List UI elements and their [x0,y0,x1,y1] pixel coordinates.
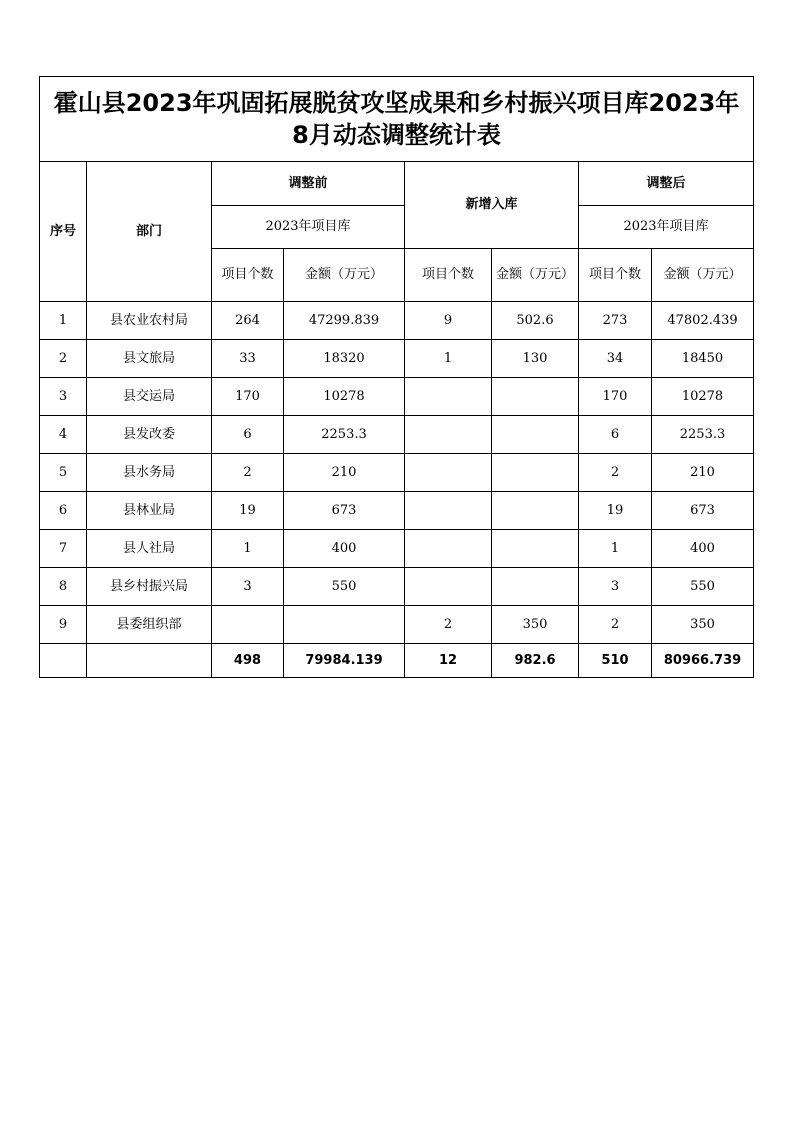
total-seq [40,644,87,678]
row-after-count: 3 [579,568,652,606]
row-dept: 县水务局 [87,454,212,492]
row-before-count: 6 [212,416,284,454]
total-before-count: 498 [212,644,284,678]
row-after-count: 273 [579,302,652,340]
total-after-amount: 80966.739 [652,644,754,678]
row-before-count: 2 [212,454,284,492]
table-row [40,378,754,416]
table-row [40,340,754,378]
row-new-count [405,530,492,568]
row-new-amount: 130 [492,340,579,378]
table-row [40,454,754,492]
row-new-count: 9 [405,302,492,340]
row-dept: 县林业局 [87,492,212,530]
row-new-amount [492,568,579,606]
row-before-count [212,606,284,644]
row-dept: 县人社局 [87,530,212,568]
header-after: 调整后 [579,162,754,206]
total-dept [87,644,212,678]
header-after-amount: 金额（万元） [652,249,754,302]
row-before-count: 170 [212,378,284,416]
table-row [40,606,754,644]
row-before-amount: 18320 [284,340,405,378]
row-new-count: 1 [405,340,492,378]
row-after-amount: 10278 [652,378,754,416]
row-new-count [405,454,492,492]
header-lib-after: 2023年项目库 [579,206,754,249]
row-before-amount: 2253.3 [284,416,405,454]
row-seq: 9 [40,606,87,644]
header-new-entry: 新增入库 [405,162,579,249]
header-before-count: 项目个数 [212,249,284,302]
table-row [40,568,754,606]
table-row [40,492,754,530]
header-before-amount: 金额（万元） [284,249,405,302]
row-after-count: 6 [579,416,652,454]
row-before-amount: 10278 [284,378,405,416]
row-dept: 县农业农村局 [87,302,212,340]
row-before-amount: 673 [284,492,405,530]
row-new-count: 2 [405,606,492,644]
row-before-amount: 210 [284,454,405,492]
row-after-amount: 673 [652,492,754,530]
row-new-count [405,568,492,606]
row-after-count: 2 [579,454,652,492]
row-before-count: 3 [212,568,284,606]
statistics-table [39,76,754,678]
row-seq: 2 [40,340,87,378]
row-new-count [405,378,492,416]
header-new-count: 项目个数 [405,249,492,302]
row-seq: 7 [40,530,87,568]
row-before-amount [284,606,405,644]
header-new-amount: 金额（万元） [492,249,579,302]
row-after-count: 2 [579,606,652,644]
row-dept: 县委组织部 [87,606,212,644]
row-dept: 县乡村振兴局 [87,568,212,606]
row-new-count [405,416,492,454]
total-new-count: 12 [405,644,492,678]
total-before-amount: 79984.139 [284,644,405,678]
table-row [40,416,754,454]
row-new-amount: 350 [492,606,579,644]
header-seq: 序号 [40,162,87,302]
row-before-amount: 400 [284,530,405,568]
row-seq: 6 [40,492,87,530]
row-seq: 4 [40,416,87,454]
page-title: 霍山县2023年巩固拓展脱贫攻坚成果和乡村振兴项目库2023年8月动态调整统计表 [40,77,754,162]
row-dept: 县发改委 [87,416,212,454]
statistics-table-sheet [39,76,753,678]
table-row [40,302,754,340]
total-row [40,644,754,678]
header-after-count: 项目个数 [579,249,652,302]
row-after-count: 34 [579,340,652,378]
row-new-amount [492,530,579,568]
row-seq: 8 [40,568,87,606]
row-after-count: 19 [579,492,652,530]
row-seq: 5 [40,454,87,492]
row-new-count [405,492,492,530]
header-lib-before: 2023年项目库 [212,206,405,249]
row-seq: 3 [40,378,87,416]
row-before-count: 264 [212,302,284,340]
row-after-amount: 550 [652,568,754,606]
row-before-amount: 550 [284,568,405,606]
row-after-amount: 18450 [652,340,754,378]
total-after-count: 510 [579,644,652,678]
row-before-amount: 47299.839 [284,302,405,340]
row-new-amount [492,454,579,492]
row-new-amount: 502.6 [492,302,579,340]
header-before: 调整前 [212,162,405,206]
table-row [40,530,754,568]
row-dept: 县文旅局 [87,340,212,378]
row-new-amount [492,378,579,416]
row-after-count: 170 [579,378,652,416]
header-dept: 部门 [87,162,212,302]
row-new-amount [492,492,579,530]
row-dept: 县交运局 [87,378,212,416]
row-new-amount [492,416,579,454]
row-before-count: 1 [212,530,284,568]
row-after-amount: 210 [652,454,754,492]
row-before-count: 33 [212,340,284,378]
total-new-amount: 982.6 [492,644,579,678]
row-seq: 1 [40,302,87,340]
row-before-count: 19 [212,492,284,530]
row-after-amount: 2253.3 [652,416,754,454]
row-after-amount: 400 [652,530,754,568]
row-after-amount: 350 [652,606,754,644]
row-after-count: 1 [579,530,652,568]
row-after-amount: 47802.439 [652,302,754,340]
